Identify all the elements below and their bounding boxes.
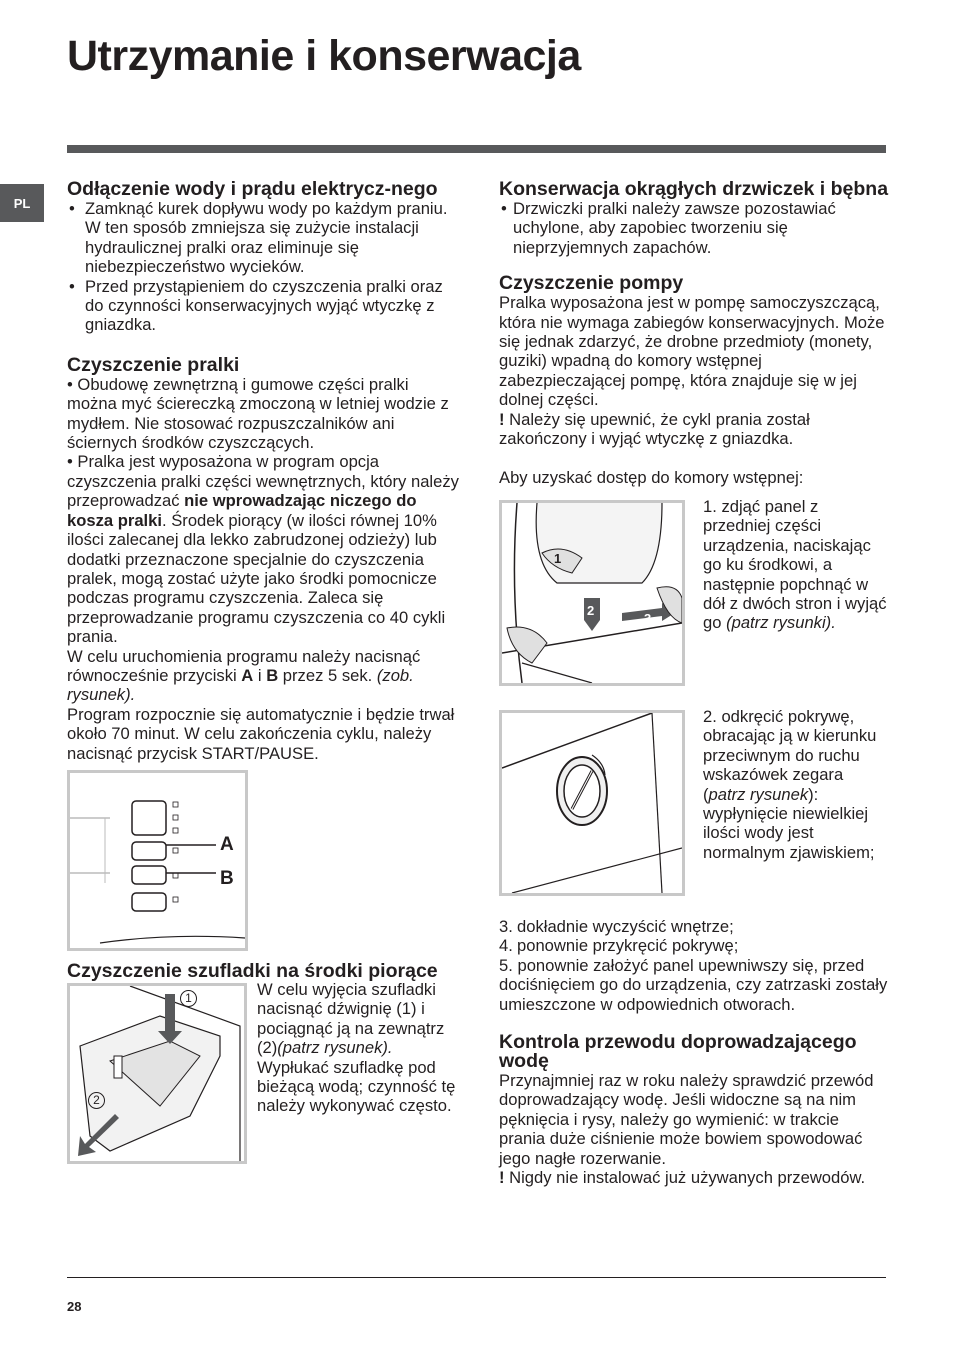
door-list bbox=[499, 199, 889, 257]
button-label-b: B bbox=[220, 867, 234, 889]
paragraph: Pralka wyposażona jest w pompę samoczyszczącą, która nie wymaga zabiegów konserwacyjnych. Może się jednak zdarzyć, że drobne przedmioty (monety, guziki) wpadną do komory wstępnej zabezpieczającej pompę, która znajduje się w jej dolnej części. bbox=[499, 293, 885, 410]
list-item: • Drzwiczki pralki należy zawsze pozostawiać uchylone, aby zapobiec tworzeniu się nieprzyjemnych zapachów. bbox=[499, 199, 889, 257]
step-marker-1: 1 bbox=[554, 550, 562, 566]
warning: ! Należy się upewnić, że cykl prania został zakończony i wyjąć wtyczkę z gniazdka. bbox=[499, 409, 810, 449]
page-number: 28 bbox=[67, 1299, 82, 1314]
paragraph: • Obudowę zewnętrzną i gumowe części pralki można myć ściereczką zmoczoną w letniej wodzie z mydłem. Nie stosować rozpuszczalników ani ściernych środków czyszczących. bbox=[67, 374, 449, 453]
step-marker-2: 2 bbox=[587, 602, 595, 618]
list-item: 4. ponownie przykręcić pokrywę; bbox=[499, 936, 739, 956]
pump-step-2: 2. odkręcić pokrywę, obracając ją w kierunku przeciwnym do ruchu wskazówek zegara (patrz rysunek): wypłynięcie niewielkiej ilości wody jest normalnym zjawiskiem; bbox=[703, 706, 877, 862]
section-heading-hose: Kontrola przewodu doprowadzającego wodę bbox=[499, 1030, 857, 1072]
control-panel-figure bbox=[67, 770, 248, 951]
drawer-illustration bbox=[70, 986, 244, 1161]
step-marker-2: 2 bbox=[88, 1092, 105, 1109]
paragraph: Przynajmniej raz w roku należy sprawdzić przewód doprowadzający wodę. Jeśli widoczne są na nim pęknięcia i rysy, należy go wymienić: w trakcie prania duże ciśnienie może bowiem spowodować jego nagłe rozerwanie. bbox=[499, 1070, 874, 1168]
right-column bbox=[499, 180, 889, 1187]
pump-cover-figure bbox=[499, 710, 685, 896]
section-heading-cleaning: Czyszczenie pralki bbox=[67, 353, 240, 376]
disconnect-list bbox=[67, 199, 462, 335]
list-item: • Przed przystąpieniem do czyszczenia pralki oraz do czynności konserwacyjnych wyjąć wtyczkę z gniazdka. bbox=[67, 277, 462, 335]
section-heading-pump: Czyszczenie pompy bbox=[499, 272, 684, 295]
left-column bbox=[67, 180, 462, 1164]
drawer-text: W celu wyjęcia szufladki nacisnąć dźwignię (1) i pociągnąć ją na zewnątrz (2)(patrz rysunek). Wypłukać szufladkę pod bieżącą wodą; czynność tę należy wykonywać często. bbox=[257, 979, 456, 1116]
header-rule bbox=[67, 145, 886, 153]
drawer-figure bbox=[67, 983, 247, 1164]
pump-steps-list bbox=[499, 917, 889, 1014]
list-item: 3. dokładnie wyczyścić wnętrze; bbox=[499, 916, 734, 936]
control-panel-illustration bbox=[70, 773, 245, 948]
section-heading-disconnect: Odłączenie wody i prądu elektrycz-nego bbox=[67, 178, 438, 200]
step-marker-3: 3 bbox=[644, 610, 652, 626]
language-tab: PL bbox=[0, 184, 44, 222]
pump-step-1: 1. zdjąć panel z przedniej części urządzenia, naciskając go ku środkowi, a następnie popchnąć w dół z dwóch stron i wyjąć go (patrz rysunki). bbox=[703, 496, 887, 633]
warning: ! Nigdy nie instalować już używanych przewodów. bbox=[499, 1167, 866, 1187]
paragraph: Program rozpocznie się automatycznie i będzie trwał około 70 minut. W celu zakończenia cyklu, należy nacisnąć przycisk START/PAUSE. bbox=[67, 704, 455, 763]
step-marker-1: 1 bbox=[180, 990, 197, 1007]
pump-panel-figure bbox=[499, 500, 685, 686]
page-title: Utrzymanie i konserwacja bbox=[67, 32, 581, 80]
paragraph: Aby uzyskać dostęp do komory wstępnej: bbox=[499, 468, 804, 488]
button-label-a: A bbox=[220, 833, 234, 855]
footer-rule bbox=[67, 1277, 886, 1278]
pump-cover-illustration bbox=[502, 713, 682, 893]
list-item: • Zamknąć kurek dopływu wody po każdym praniu. W ten sposób zmniejsza się zużycie instalacji hydraulicznej pralki oraz eliminuje się niebezpieczeństwo wycieków. bbox=[67, 199, 462, 277]
pump-panel-illustration bbox=[502, 503, 682, 683]
paragraph: W celu uruchomienia programu należy nacisnąć równocześnie przyciski A i B przez 5 sek. (zob. rysunek). bbox=[67, 646, 421, 705]
paragraph: • Pralka jest wyposażona w program opcja czyszczenia pralki części wewnętrznych, który należy przeprowadzać nie wprowadzając niczego do kosza pralki. Środek piorący (w ilości równej 10% ilości zalecanej dla lekko zabrudzonej odzieży) lub dodatki przeznaczone specjalnie do czyszczenia pralek, mogą zostać użyte jako środki pomocnicze podczas programu czyszczenia. Zaleca się przeprowadzanie programu czyszczenia co 40 cykli prania. bbox=[67, 452, 459, 647]
list-item: 5. ponownie założyć panel upewniwszy się, przed dociśnięciem go do urządzenia, czy zatrzaski zostały umieszczone w odpowiednich otworach. bbox=[499, 955, 888, 1014]
section-heading-door: Konserwacja okrągłych drzwiczek i bębna bbox=[499, 178, 889, 200]
section-heading-drawer: Czyszczenie szufladki na środki piorące bbox=[67, 959, 438, 982]
